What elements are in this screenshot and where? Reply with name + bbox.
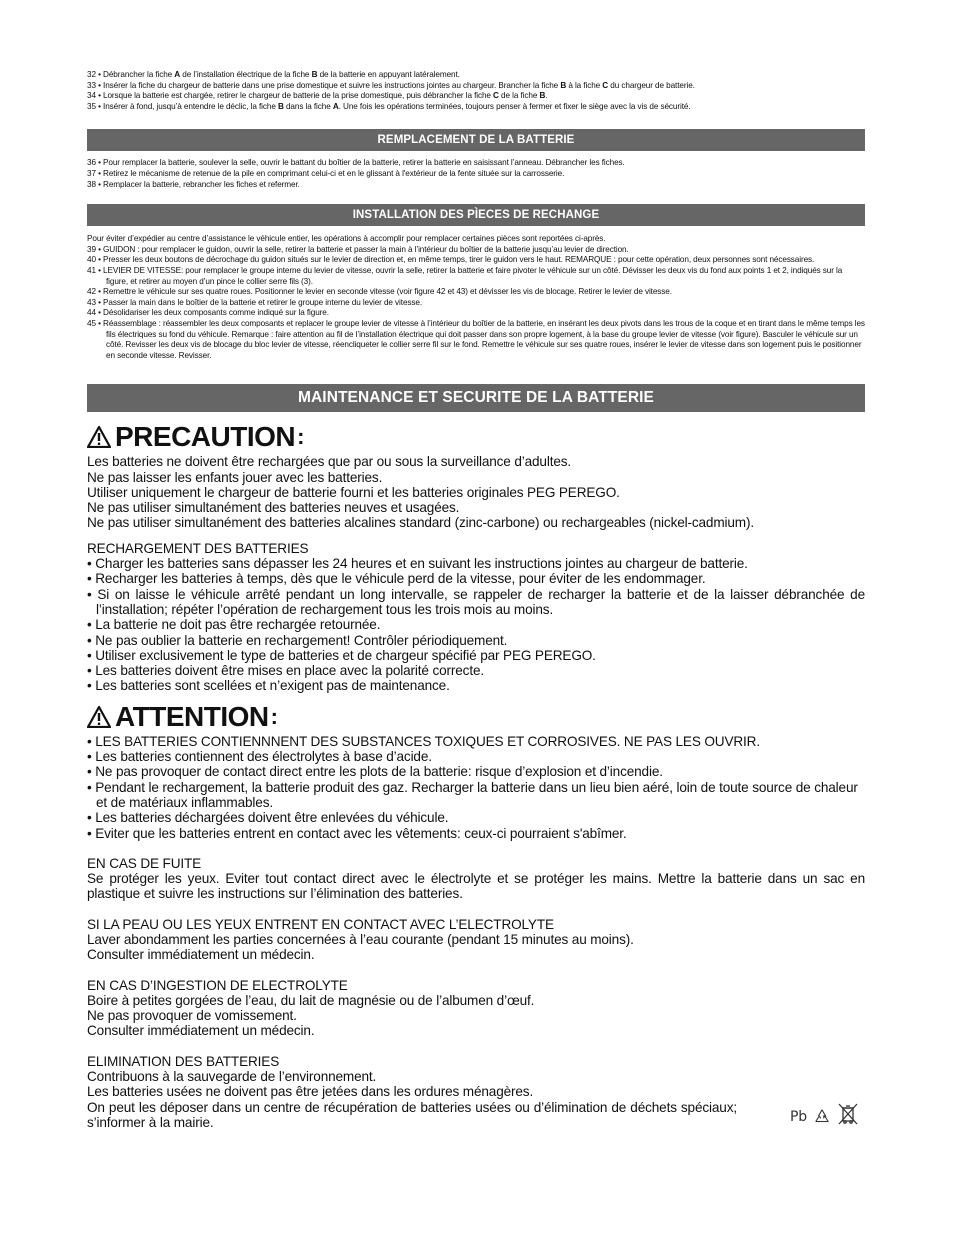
step-36: 36 • Pour remplacer la batterie, soulever la selle, ouvrir le battant du boîtier de la batterie, retirer la batterie en saisissant l’anneau. Débrancher les fiches. bbox=[87, 158, 625, 168]
step-34: 34 • Lorsque la batterie est chargée, retirer le chargeur de batterie de la prise domestique, puis débrancher la fiche C de la fiche B. bbox=[87, 91, 548, 101]
precaution-title bbox=[87, 422, 865, 452]
recycle-icon bbox=[813, 1108, 831, 1126]
recharge-heading: RECHARGEMENT DES BATTERIES bbox=[87, 540, 309, 556]
crossed-bin-icon bbox=[837, 1102, 859, 1126]
precaution-line: Ne pas utiliser simultanément des batteries neuves et usagées. bbox=[87, 500, 460, 516]
disposal-line: Contribuons à la sauvegarde de l’environnement. bbox=[87, 1069, 377, 1085]
ingest-line: Ne pas provoquer de vomissement. bbox=[87, 1008, 297, 1024]
step-35: 35 • Insérer à fond, jusqu’à entendre le déclic, la fiche B dans la fiche A. Une fois les opérations terminées, toujours penser à fermer et fixer le siège avec la vis de sécurité. bbox=[87, 101, 691, 111]
skin-line: Consulter immédiatement un médecin. bbox=[87, 947, 315, 963]
disposal-heading: ELIMINATION DES BATTERIES bbox=[87, 1053, 280, 1069]
step-38: 38 • Remplacer la batterie, rebrancher les fiches et refermer. bbox=[87, 179, 300, 189]
pb-symbol: Pb bbox=[789, 1109, 807, 1126]
ingest-line: Consulter immédiatement un médecin. bbox=[87, 1023, 315, 1039]
step-37: 37 • Retirez le mécanisme de retenue de la pile en comprimant celui-ci et en le glissant à l'extérieur de la fente située sur la carrosserie. bbox=[87, 168, 565, 178]
attention-item: • Ne pas provoquer de contact direct entre les plots de la batterie: risque d’explosion et d’incendie. bbox=[87, 764, 663, 780]
skin-heading: SI LA PEAU OU LES YEUX ENTRENT EN CONTACT AVEC L’ELECTROLYTE bbox=[87, 916, 554, 932]
spare-parts-intro: Pour éviter d’expédier au centre d’assistance le véhicule entier, les opérations à accomplir pour remplacer certaines pièces sont reportées ci-après. bbox=[87, 234, 606, 244]
recharge-item: • Si on laisse le véhicule arrêté pendant un long intervalle, se rappeler de recharger la batterie et de la laisser débranchée de l’installation; répéter l’opération de rechargement tous les trois mois au moins. bbox=[87, 586, 865, 617]
precaution-line: Ne pas utiliser simultanément des batteries alcalines standard (zinc-carbone) ou rechargeables (nickel-cadmium). bbox=[87, 515, 754, 531]
precaution-colon: : bbox=[297, 424, 304, 450]
step-39: 39 • GUIDON : pour remplacer le guidon, ouvrir la selle, retirer la batterie et passer la main à l’intérieur du boîtier de la batterie jusqu’au levier de direction. bbox=[87, 244, 629, 254]
attention-item: • Eviter que les batteries entrent en contact avec les vêtements: ceux-ci pourraient s'abîmer. bbox=[87, 825, 627, 841]
section-header-battery-replacement: REMPLACEMENT DE LA BATTERIE bbox=[87, 129, 865, 151]
attention-item: • LES BATTERIES CONTIENNNENT DES SUBSTANCES TOXIQUES ET CORROSIVES. NE PAS LES OUVRIR. bbox=[87, 733, 760, 749]
precaution-line: Les batteries ne doivent être rechargées que par ou sous la surveillance d’adultes. bbox=[87, 454, 572, 470]
precaution-body bbox=[87, 454, 865, 693]
precaution-line: Ne pas laisser les enfants jouer avec les batteries. bbox=[87, 469, 383, 485]
skin-line: Laver abondamment les parties concernées à l’eau courante (pendant 15 minutes au moins). bbox=[87, 932, 634, 947]
step-43: 43 • Passer la main dans le boîtier de la batterie et retirer le groupe interne du levier de vitesse. bbox=[87, 297, 423, 307]
document-page bbox=[87, 70, 865, 1130]
recharge-item: • Les batteries doivent être mises en place avec la polarité correcte. bbox=[87, 663, 484, 679]
warning-triangle-icon bbox=[87, 426, 111, 448]
spare-parts-steps bbox=[87, 234, 865, 361]
ingest-heading: EN CAS D’INGESTION DE ELECTROLYTE bbox=[87, 977, 348, 993]
leak-text: Se protéger les yeux. Eviter tout contact direct avec le électrolyte et se protéger les mains. Mettre la batterie dans un sac en plastique et suivre les instructions sur l’élimination des batteries. bbox=[87, 871, 865, 902]
attention-body bbox=[87, 734, 865, 1131]
section-header-spare-parts: INSTALLATION DES PÌECES DE RECHANGE bbox=[87, 204, 865, 226]
step-45: 45 • Réassemblage : réassembler les deux composants et replacer le groupe levier de vitesse à l’intérieur du boîtier de la batterie, en insérant les deux pivots dans les trous de la coque et en tirant dans le même temps les fils électriques su fond du véhicule. Remarque : faire attention au fil de l’installation électrique qui doit passer dans son propre logement, à la base du groupe levier de vitesse (voir figure). Basculer le véhicule sur un côté. Revisser les deux vis de blocage du bloc levier de vitesse, réencliqueter le collier serre fil sur le fond. Remettre le véhicule sur ses quatre roues, insérer le levier de vitesse dans son logement puis le positionner en seconde vitesse. Revisser. bbox=[87, 318, 865, 360]
step-42: 42 • Remettre le véhicule sur ses quatre roues. Positionner le levier en seconde vitesse (voir figure 42 et 43) et dévisser les vis de blocage. Retirer le levier de vitesse. bbox=[87, 287, 672, 297]
attention-title bbox=[87, 702, 865, 732]
intro-steps bbox=[87, 70, 865, 112]
step-44: 44 • Désolidariser les deux composants comme indiqué sur la figure. bbox=[87, 308, 329, 318]
disposal-text: On peut les déposer dans un centre de récupération de batteries usées ou d’élimination de déchets spéciaux; s’informer à la mairie. bbox=[87, 1099, 737, 1130]
step-40: 40 • Presser les deux boutons de décrochage du guidon situés sur le levier de direction et, en même temps, tirer le guidon vers le haut. REMARQUE : pour cette opération, deux personnes sont nécessaires. bbox=[87, 255, 815, 265]
recharge-item: • La batterie ne doit pas être rechargée retournée. bbox=[87, 617, 381, 633]
section-header-maintenance: MAINTENANCE ET SECURITE DE LA BATTERIE bbox=[87, 384, 865, 412]
recharge-item: • Recharger les batteries à temps, dès que le véhicule perd de la vitesse, pour éviter de les endommager. bbox=[87, 571, 706, 587]
step-33: 33 • Insérer la fiche du chargeur de batterie dans une prise domestique et suivre les instructions jointes au chargeur. Brancher la fiche B à la fiche C du chargeur de batterie. bbox=[87, 80, 695, 90]
step-32: 32 • Débrancher la fiche A de l’installation électrique de la fiche B de la batterie en appuyant latéralement. bbox=[87, 70, 460, 79]
ingest-line: Boire à petites gorgées de l’eau, du lait de magnésie ou de l’albumen d’œuf. bbox=[87, 992, 535, 1008]
attention-item: • Les batteries déchargées doivent être enlevées du véhicule. bbox=[87, 810, 449, 826]
attention-colon: : bbox=[270, 703, 278, 729]
recharge-item: • Les batteries sont scellées et n’exigent pas de maintenance. bbox=[87, 678, 450, 694]
recharge-item: • Utiliser exclusivement le type de batteries et de chargeur spécifié par PEG PEREGO. bbox=[87, 647, 596, 663]
recharge-item: • Charger les batteries sans dépasser les 24 heures et en suivant les instructions jointes au chargeur de batterie. bbox=[87, 556, 748, 572]
battery-replacement-steps bbox=[87, 158, 865, 190]
leak-heading: EN CAS DE FUITE bbox=[87, 855, 202, 871]
recharge-item: • Ne pas oublier la batterie en rechargement! Contrôler périodiquement. bbox=[87, 632, 508, 648]
disposal-symbols bbox=[790, 1102, 859, 1126]
attention-label: ATTENTION bbox=[115, 700, 269, 732]
attention-item: • Les batteries contiennent des électrolytes à base d’acide. bbox=[87, 749, 432, 765]
step-41: 41 • LEVIER DE VITESSE: pour remplacer le groupe interne du levier de vitesse, ouvrir la selle, retirer la batterie et faire pivoter le véhicule sur un côté. Dévisser les deux vis du fond aux points 1 et 2, indiqués sur la figure, et retirer au moyen d’un pince le collier serre fils (3). bbox=[87, 265, 843, 286]
precaution-line: Utiliser uniquement le chargeur de batterie fourni et les batteries originales PEG PEREGO. bbox=[87, 484, 620, 500]
precaution-label: PRECAUTION bbox=[115, 421, 296, 453]
disposal-line: Les batteries usées ne doivent pas être jetées dans les ordures ménagères. bbox=[87, 1084, 534, 1100]
warning-triangle-icon bbox=[87, 706, 111, 728]
attention-item: • Pendant le rechargement, la batterie produit des gaz. Recharger la batterie dans un lieu bien aéré, loin de toute source de chaleur et de matériaux inflammables. bbox=[87, 779, 858, 810]
